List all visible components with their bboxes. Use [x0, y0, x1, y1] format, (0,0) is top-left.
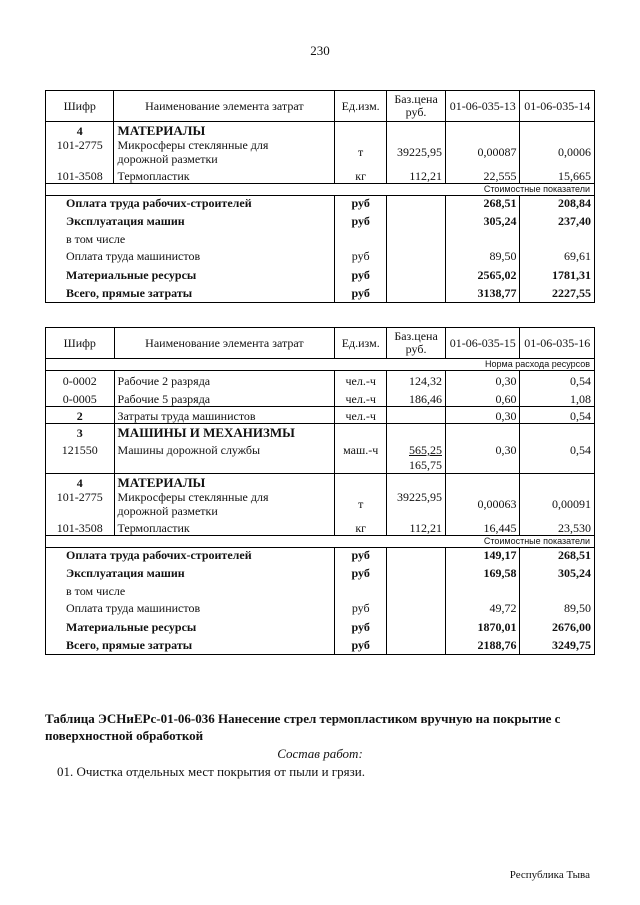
summary-row — [46, 249, 595, 268]
section-title: МАШИНЫ И МЕХАНИЗМЫ — [114, 424, 335, 441]
section-title: МАТЕРИАЛЫ — [114, 122, 335, 139]
summary-machines-name: Эксплуатация машин — [46, 214, 335, 232]
row-unit: кг — [335, 518, 387, 536]
section-title: МАТЕРИАЛЫ — [114, 474, 335, 491]
summary-value-1: 89,50 — [445, 249, 519, 268]
header-col-2: 01-06-035-16 — [520, 328, 595, 359]
summary-value-2: 268,51 — [520, 548, 595, 566]
summary-machines-name: Эксплуатация машин — [46, 566, 335, 584]
band-cost-indicators: Стоимостные показатели — [46, 184, 595, 196]
table-row — [46, 138, 595, 166]
row-value-1: 22,555 — [445, 166, 519, 184]
summary-value-2: 89,50 — [520, 601, 595, 620]
row-value-2: 0,54 — [520, 371, 595, 389]
row-value-1: 16,445 — [446, 518, 520, 536]
summary-row — [46, 214, 595, 232]
row-name: Микросферы стеклянные для дорожной разметки — [114, 490, 335, 518]
summary-unit: руб — [335, 286, 387, 303]
summary-value-2: 2676,00 — [520, 620, 595, 638]
row-value-1: 0,00087 — [445, 138, 519, 166]
row-name: Рабочие 2 разряда — [114, 371, 335, 389]
table-header — [46, 91, 595, 122]
table-row — [46, 389, 595, 407]
summary-value-1: 2565,02 — [445, 268, 519, 286]
row-code: 2 — [46, 407, 115, 424]
row-unit: чел.-ч — [335, 407, 387, 424]
row-name: Машины дорожной службы — [114, 440, 335, 474]
summary-value-1: 3138,77 — [445, 286, 519, 303]
band-row — [46, 359, 595, 371]
summary-value-1: 149,17 — [446, 548, 520, 566]
summary-value-2: 1781,31 — [520, 268, 595, 286]
summary-machinists-name: Оплата труда машинистов — [46, 249, 335, 268]
table-row — [46, 166, 595, 184]
summary-including-label: в том числе — [46, 232, 335, 249]
table-row — [46, 440, 595, 474]
summary-unit: руб — [335, 638, 387, 655]
header-price-line1: Баз.цена — [394, 329, 438, 343]
cost-table-2 — [45, 327, 595, 655]
page-footer: Республика Тыва — [509, 869, 590, 881]
row-price: 39225,95 — [387, 138, 446, 166]
table-caption: Таблица ЭСНиЕРс-01-06-036 Нанесение стрел термопластиком вручную на покрытие с поверхностной обработкой — [45, 711, 561, 743]
summary-row — [46, 620, 595, 638]
row-value-2: 1,08 — [520, 389, 595, 407]
summary-row — [46, 286, 595, 303]
summary-unit: руб — [335, 548, 387, 566]
header-unit: Ед.изм. — [335, 91, 387, 122]
header-price-line2: руб. — [405, 342, 427, 356]
band-row — [46, 184, 595, 196]
row-name: Термопластик — [114, 518, 335, 536]
summary-labor-name: Оплата труда рабочих-строителей — [46, 196, 335, 214]
summary-value-1: 305,24 — [445, 214, 519, 232]
summary-value-2: 208,84 — [520, 196, 595, 214]
section-code: 4 — [46, 122, 114, 139]
row-unit: т — [335, 490, 387, 518]
row-price — [387, 440, 446, 474]
row-value-2: 0,54 — [520, 407, 595, 424]
row-value-1: 0,30 — [446, 371, 520, 389]
header-col-2: 01-06-035-14 — [520, 91, 595, 122]
summary-materials-name: Материальные ресурсы — [46, 268, 335, 286]
row-name: Микросферы стеклянные для дорожной разметки — [114, 138, 335, 166]
row-name: Термопластик — [114, 166, 335, 184]
summary-unit: руб — [335, 566, 387, 584]
summary-row — [46, 232, 595, 249]
header-price — [387, 91, 446, 122]
cost-table-1 — [45, 90, 595, 303]
summary-row — [46, 548, 595, 566]
table-row — [46, 424, 595, 441]
row-value-1: 0,30 — [446, 407, 520, 424]
summary-value-1: 1870,01 — [446, 620, 520, 638]
summary-unit: руб — [335, 196, 387, 214]
header-name: Наименование элемента затрат — [114, 328, 335, 359]
section-code: 3 — [46, 424, 115, 441]
summary-including-label: в том числе — [46, 584, 335, 601]
row-price: 112,21 — [387, 166, 446, 184]
summary-total-name: Всего, прямые затраты — [46, 286, 335, 303]
header-price-line2: руб. — [405, 105, 427, 119]
row-value-1: 0,30 — [446, 440, 520, 474]
summary-machinists-name: Оплата труда машинистов — [46, 601, 335, 620]
row-price: 124,32 — [387, 371, 446, 389]
header-price-line1: Баз.цена — [394, 92, 438, 106]
row-unit: чел.-ч — [335, 371, 387, 389]
header-col-1: 01-06-035-15 — [446, 328, 520, 359]
summary-unit: руб — [335, 214, 387, 232]
header-price — [387, 328, 446, 359]
summary-unit: руб — [335, 268, 387, 286]
summary-materials-name: Материальные ресурсы — [46, 620, 335, 638]
header-col-1: 01-06-035-13 — [445, 91, 519, 122]
page-number: 230 — [310, 43, 330, 58]
header-unit: Ед.изм. — [335, 328, 387, 359]
header-name: Наименование элемента затрат — [114, 91, 335, 122]
summary-unit: руб — [335, 249, 387, 268]
summary-value-2: 237,40 — [520, 214, 595, 232]
row-value-2: 15,665 — [520, 166, 595, 184]
table-row — [46, 122, 595, 139]
header-code: Шифр — [46, 91, 114, 122]
row-unit: чел.-ч — [335, 389, 387, 407]
summary-value-2: 2227,55 — [520, 286, 595, 303]
table-row — [46, 518, 595, 536]
band-row — [46, 536, 595, 548]
row-unit: маш.-ч — [335, 440, 387, 474]
summary-labor-name: Оплата труда рабочих-строителей — [46, 548, 335, 566]
row-price: 112,21 — [387, 518, 446, 536]
row-unit: кг — [335, 166, 387, 184]
row-value-1: 0,00063 — [446, 490, 520, 518]
work-item: 01. Очистка отдельных мест покрытия от пыли и грязи. — [57, 764, 365, 779]
row-price-main: 565,25 — [409, 443, 442, 457]
table-row — [46, 407, 595, 424]
row-unit: т — [335, 138, 387, 166]
summary-value-1: 268,51 — [445, 196, 519, 214]
summary-total-name: Всего, прямые затраты — [46, 638, 335, 655]
summary-value-1: 49,72 — [446, 601, 520, 620]
summary-value-1: 169,58 — [446, 566, 520, 584]
row-name: Рабочие 5 разряда — [114, 389, 335, 407]
row-name: Затраты труда машинистов — [114, 407, 335, 424]
row-value-1: 0,60 — [446, 389, 520, 407]
table-header — [46, 328, 595, 359]
row-price-secondary: 165,75 — [409, 458, 442, 472]
summary-value-2: 69,61 — [520, 249, 595, 268]
row-value-2: 0,54 — [520, 440, 595, 474]
summary-row — [46, 638, 595, 655]
band-cost-indicators: Стоимостные показатели — [46, 536, 595, 548]
band-resource-norm: Норма расхода ресурсов — [46, 359, 595, 371]
summary-row — [46, 584, 595, 601]
header-code: Шифр — [46, 328, 115, 359]
row-code: 101-3508 — [46, 518, 115, 536]
works-title: Состав работ: — [277, 746, 363, 761]
table-row — [46, 371, 595, 389]
row-value-2: 23,530 — [520, 518, 595, 536]
section-code: 4 — [46, 474, 115, 491]
summary-row — [46, 268, 595, 286]
summary-value-2: 3249,75 — [520, 638, 595, 655]
row-code: 101-3508 — [46, 166, 114, 184]
row-value-2: 0,00091 — [520, 490, 595, 518]
summary-value-1: 2188,76 — [446, 638, 520, 655]
row-price: 186,46 — [387, 389, 446, 407]
row-price: 39225,95 — [387, 490, 446, 518]
summary-row — [46, 196, 595, 214]
table-row — [46, 490, 595, 518]
summary-unit: руб — [335, 620, 387, 638]
table-row — [46, 474, 595, 491]
summary-unit: руб — [335, 601, 387, 620]
row-value-2: 0,0006 — [520, 138, 595, 166]
row-code: 0-0002 — [46, 371, 115, 389]
summary-row — [46, 566, 595, 584]
row-code: 0-0005 — [46, 389, 115, 407]
row-code: 101-2775 — [46, 490, 115, 518]
summary-value-2: 305,24 — [520, 566, 595, 584]
row-code: 121550 — [46, 440, 115, 474]
row-code: 101-2775 — [46, 138, 114, 166]
summary-row — [46, 601, 595, 620]
